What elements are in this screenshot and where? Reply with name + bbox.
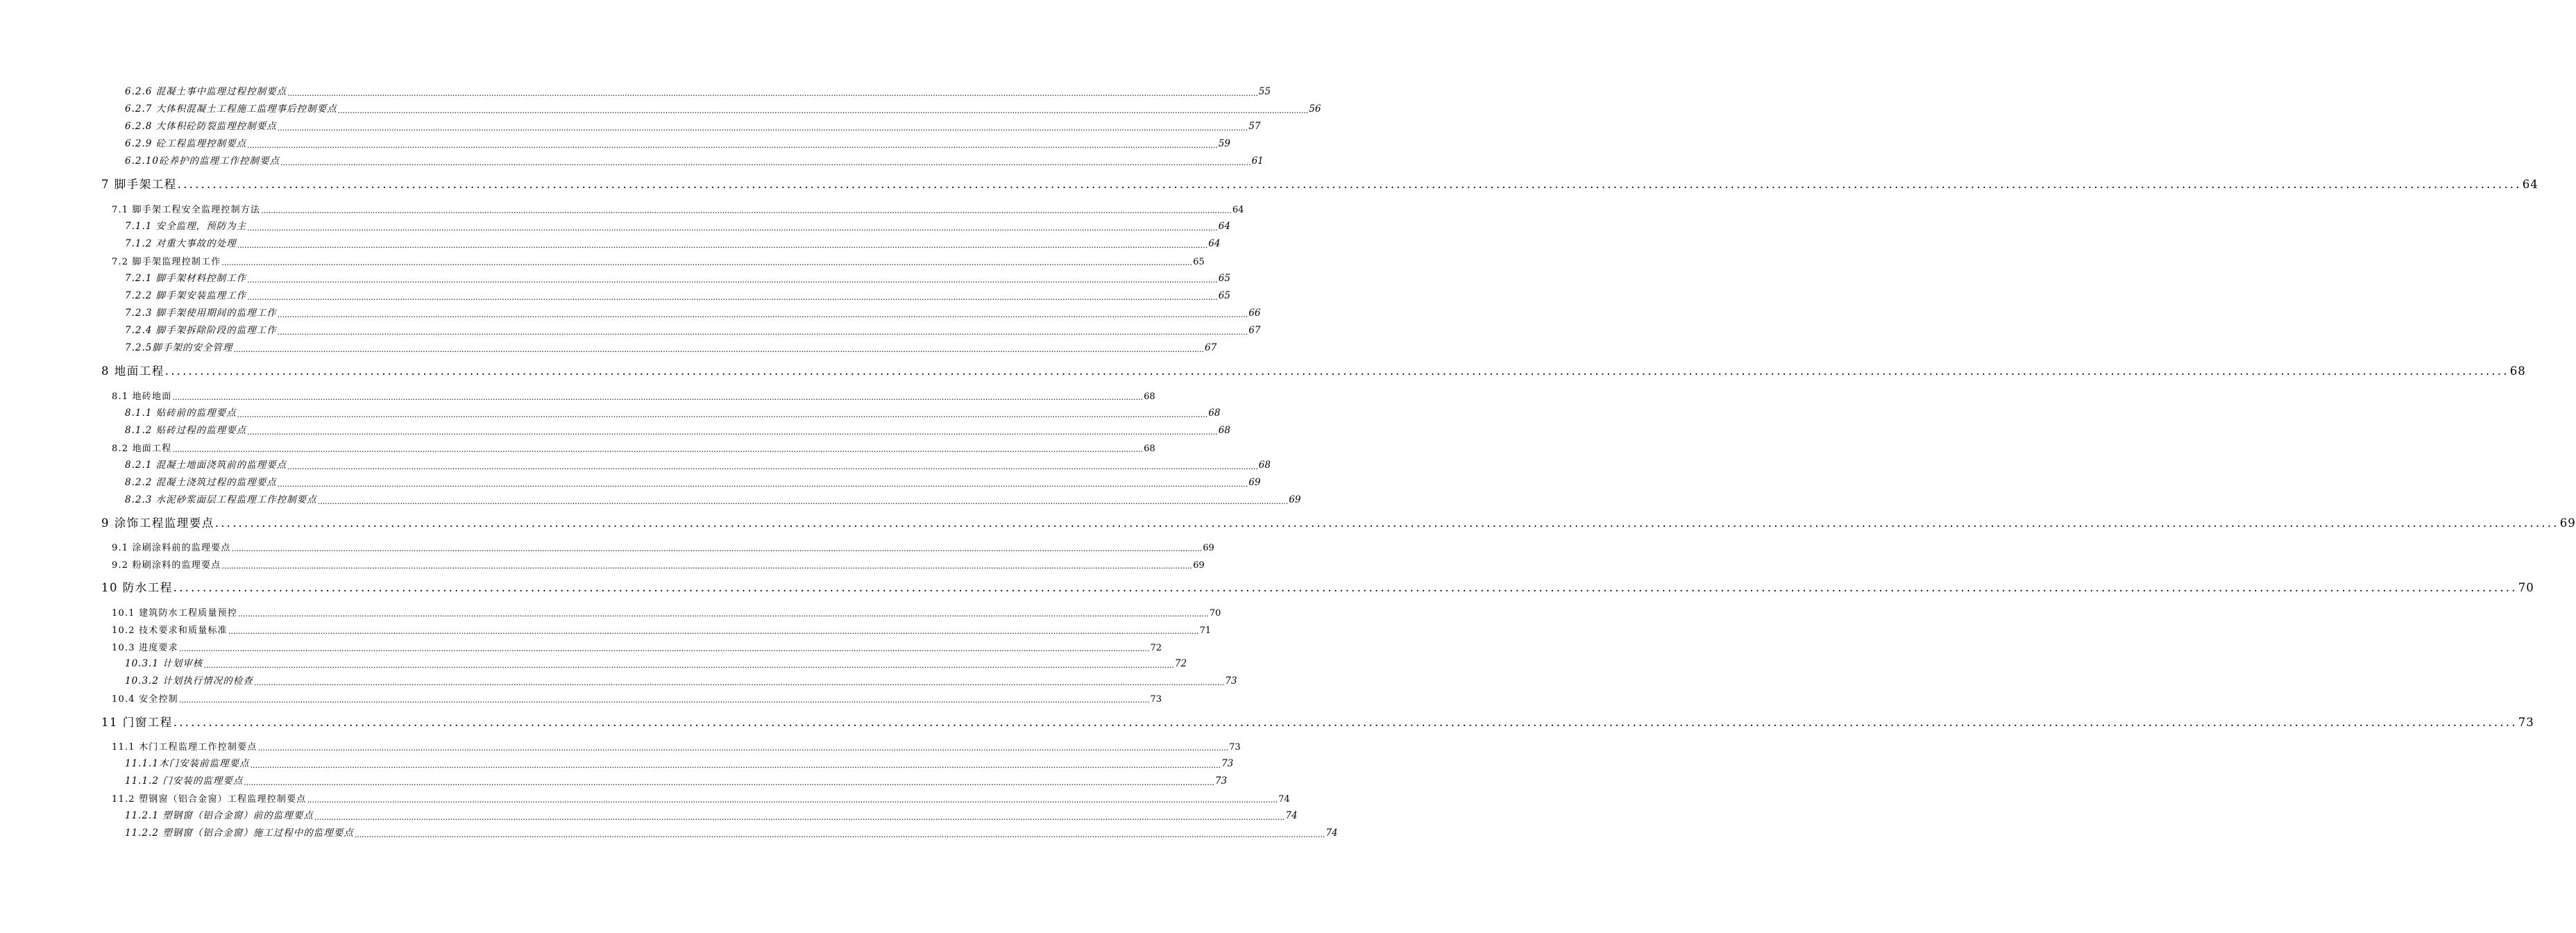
toc-entry-page-number: 73 [1221, 758, 1234, 769]
toc-dot-leader: ................................................................................................................................................................................................................................................................................................................................................................................................................ [173, 581, 2518, 594]
toc-entry-page-number: 74 [1278, 794, 1290, 805]
toc-entry-title: 11.1 木门工程监理工作控制要点 [112, 742, 257, 753]
toc-entry-page-number: 69 [1193, 560, 1205, 571]
toc-entry-title: 9 涂饰工程监理要点 [101, 516, 214, 530]
toc-entry-level-3[interactable] [125, 308, 1261, 319]
toc-entry-level-1[interactable] [101, 716, 2534, 729]
toc-entry-page-number: 68 [1144, 444, 1155, 454]
toc-dot-leader: ................................................................................................................................................................................................................................................................................................................................................................................................................ [247, 275, 1218, 285]
toc-entry-page-number: 61 [1251, 156, 1264, 167]
toc-dot-leader: ................................................................................................................................................................................................................................................................................................................................................................................................................ [172, 393, 1144, 402]
toc-entry-level-3[interactable] [125, 477, 1261, 489]
toc-entry-level-2[interactable] [112, 257, 1205, 267]
toc-entry-page-number: 73 [2518, 716, 2534, 729]
toc-dot-leader: ................................................................................................................................................................................................................................................................................................................................................................................................................ [253, 678, 1225, 687]
toc-entry-page-number: 68 [1218, 425, 1230, 436]
toc-entry-title: 9.1 涂刷涂料前的监理要点 [112, 543, 231, 553]
toc-entry-title: 6.2.7 大体积混凝土工程施工监理事后控制要点 [125, 103, 337, 115]
toc-entry-level-1[interactable] [101, 178, 2539, 191]
toc-dot-leader: ................................................................................................................................................................................................................................................................................................................................................................................................................ [221, 562, 1193, 571]
toc-entry-level-3[interactable] [125, 342, 1217, 354]
toc-entry-title: 8.2.1 混凝土地面浇筑前的监理要点 [125, 460, 287, 471]
toc-entry-page-number: 68 [2509, 364, 2526, 378]
toc-entry-title: 11.1.1木门安装前监理要点 [125, 758, 250, 769]
toc-entry-title: 8.1.2 贴砖过程的监理要点 [125, 425, 247, 436]
toc-dot-leader: ................................................................................................................................................................................................................................................................................................................................................................................................................ [277, 327, 1248, 337]
toc-entry-level-3[interactable] [125, 290, 1230, 302]
toc-dot-leader: ................................................................................................................................................................................................................................................................................................................................................................................................................ [173, 716, 2518, 729]
toc-dot-leader: ................................................................................................................................................................................................................................................................................................................................................................................................................ [178, 696, 1150, 705]
toc-entry-title: 10.3.2 计划执行情况的检查 [125, 675, 253, 687]
toc-entry-title: 7.2.4 脚手架拆除阶段的监理工作 [125, 325, 277, 336]
toc-entry-page-number: 73 [1214, 775, 1228, 787]
toc-entry-page-number: 73 [1225, 675, 1237, 687]
toc-entry-title: 10 防水工程 [101, 581, 173, 594]
toc-dot-leader: ................................................................................................................................................................................................................................................................................................................................................................................................................ [250, 760, 1221, 770]
toc-dot-leader: ................................................................................................................................................................................................................................................................................................................................................................................................................ [228, 627, 1199, 636]
toc-entry-level-1[interactable] [101, 581, 2534, 594]
toc-entry-level-2[interactable] [112, 543, 1214, 553]
toc-entry-level-3[interactable] [125, 238, 1221, 250]
toc-dot-leader: ................................................................................................................................................................................................................................................................................................................................................................................................................ [237, 240, 1208, 250]
toc-dot-leader: ................................................................................................................................................................................................................................................................................................................................................................................................................ [257, 743, 1229, 753]
toc-entry-page-number: 68 [1144, 392, 1155, 402]
toc-dot-leader: ................................................................................................................................................................................................................................................................................................................................................................................................................ [233, 344, 1204, 354]
toc-entry-title: 11.2.1 塑钢窗（铝合金窗）前的监理要点 [125, 810, 314, 821]
toc-dot-leader: ................................................................................................................................................................................................................................................................................................................................................................................................................ [178, 644, 1150, 653]
toc-dot-leader: ................................................................................................................................................................................................................................................................................................................................................................................................................ [287, 462, 1258, 471]
toc-entry-level-3[interactable] [125, 758, 1234, 770]
toc-dot-leader: ................................................................................................................................................................................................................................................................................................................................................................................................................ [247, 140, 1218, 150]
toc-dot-leader: ................................................................................................................................................................................................................................................................................................................................................................................................................ [307, 796, 1278, 805]
toc-entry-page-number: 69 [1248, 477, 1261, 488]
toc-entry-level-2[interactable] [112, 694, 1162, 705]
toc-entry-title: 10.4 安全控制 [112, 694, 178, 705]
toc-entry-title: 6.2.9 砼工程监理控制要点 [125, 138, 247, 149]
toc-entry-title: 7.2.3 脚手架使用期间的监理工作 [125, 308, 277, 319]
toc-entry-title: 7.2.1 脚手架材料控制工作 [125, 273, 247, 284]
toc-dot-leader: ................................................................................................................................................................................................................................................................................................................................................................................................................ [221, 258, 1193, 267]
toc-entry-level-3[interactable] [125, 658, 1187, 670]
toc-entry-title: 10.2 技术要求和质量标准 [112, 625, 228, 636]
toc-entry-title: 7 脚手架工程 [101, 178, 177, 191]
toc-entry-level-3[interactable] [125, 273, 1230, 285]
toc-entry-page-number: 65 [1218, 273, 1230, 284]
toc-dot-leader: ................................................................................................................................................................................................................................................................................................................................................................................................................ [237, 410, 1208, 419]
toc-entry-page-number: 72 [1150, 643, 1162, 653]
toc-entry-page-number: 69 [1289, 494, 1301, 505]
toc-entry-title: 11.2 塑钢窗（铝合金窗）工程监理控制要点 [112, 794, 307, 805]
toc-entry-level-3[interactable] [125, 103, 1321, 115]
toc-dot-leader: ................................................................................................................................................................................................................................................................................................................................................................................................................ [317, 496, 1289, 506]
toc-entry-title: 8.2 地面工程 [112, 444, 172, 454]
toc-entry-title: 7.2.2 脚手架安装监理工作 [125, 290, 247, 301]
toc-entry-level-3[interactable] [125, 827, 1338, 839]
toc-entry-level-3[interactable] [125, 494, 1301, 506]
toc-entry-page-number: 64 [2522, 178, 2539, 191]
toc-entry-title: 6.2.10砼养护的监理工作控制要点 [125, 156, 280, 167]
toc-dot-leader: ................................................................................................................................................................................................................................................................................................................................................................................................................ [247, 223, 1218, 233]
toc-entry-page-number: 55 [1258, 86, 1271, 97]
toc-entry-page-number: 68 [1208, 407, 1221, 419]
toc-entry-page-number: 65 [1193, 257, 1205, 267]
toc-entry-level-3[interactable] [125, 221, 1230, 233]
toc-entry-title: 8.1 地砖地面 [112, 392, 172, 402]
toc-dot-leader: ................................................................................................................................................................................................................................................................................................................................................................................................................ [203, 660, 1174, 670]
toc-entry-page-number: 65 [1218, 290, 1230, 301]
toc-entry-title: 9.2 粉刷涂料的监理要点 [112, 560, 221, 571]
toc-dot-leader: ................................................................................................................................................................................................................................................................................................................................................................................................................ [277, 123, 1248, 133]
toc-dot-leader: ................................................................................................................................................................................................................................................................................................................................................................................................................ [277, 310, 1248, 319]
toc-entry-level-2[interactable] [112, 608, 1221, 619]
toc-entry-level-2[interactable] [112, 643, 1162, 653]
toc-dot-leader: ................................................................................................................................................................................................................................................................................................................................................................................................................ [172, 445, 1144, 454]
toc-entry-title: 11.2.2 塑钢窗（铝合金窗）施工过程中的监理要点 [125, 827, 354, 839]
toc-entry-title: 8.2.2 混凝土浇筑过程的监理要点 [125, 477, 277, 488]
toc-entry-level-2[interactable] [112, 742, 1241, 753]
toc-entry-level-3[interactable] [125, 460, 1271, 471]
toc-entry-title: 11 门窗工程 [101, 716, 173, 729]
toc-entry-title: 7.2.5脚手架的安全管理 [125, 342, 233, 353]
toc-entry-page-number: 59 [1218, 138, 1230, 149]
toc-dot-leader: ................................................................................................................................................................................................................................................................................................................................................................................................................ [247, 292, 1218, 302]
toc-entry-level-3[interactable] [125, 675, 1237, 687]
toc-entry-page-number: 69 [2559, 516, 2576, 530]
toc-entry-page-number: 73 [1150, 694, 1162, 705]
toc-entry-level-3[interactable] [125, 138, 1230, 150]
toc-entry-title: 6.2.8 大体积砼防裂监理控制要点 [125, 121, 277, 132]
toc-entry-level-2[interactable] [112, 205, 1244, 215]
toc-dot-leader: ................................................................................................................................................................................................................................................................................................................................................................................................................ [280, 158, 1251, 167]
toc-entry-page-number: 72 [1174, 658, 1187, 669]
toc-entry-title: 11.1.2 门安装的监理要点 [125, 775, 244, 787]
toc-entry-title: 7.1 脚手架工程安全监理控制方法 [112, 205, 261, 215]
toc-entry-title: 10.1 建筑防水工程质量预控 [112, 608, 238, 619]
toc-entry-page-number: 56 [1309, 103, 1321, 115]
toc-dot-leader: ................................................................................................................................................................................................................................................................................................................................................................................................................ [244, 778, 1214, 787]
toc-entry-page-number: 73 [1229, 742, 1241, 753]
toc-entry-title: 10.3 进度要求 [112, 643, 178, 653]
toc-entry-title: 7.2 脚手架监理控制工作 [112, 257, 221, 267]
toc-entry-level-2[interactable] [112, 392, 1155, 402]
toc-entry-level-3[interactable] [125, 325, 1261, 337]
toc-entry-page-number: 64 [1232, 205, 1244, 215]
toc-entry-title: 8.1.1 贴砖前的监理要点 [125, 407, 237, 419]
toc-entry-title: 7.1.1 安全监理，预防为主 [125, 221, 247, 232]
toc-entry-level-1[interactable] [101, 364, 2526, 378]
toc-entry-page-number: 68 [1258, 460, 1271, 471]
toc-entry-page-number: 74 [1325, 827, 1338, 839]
toc-entry-title: 8 地面工程 [101, 364, 164, 378]
toc-dot-leader: ................................................................................................................................................................................................................................................................................................................................................................................................................ [337, 106, 1309, 115]
toc-entry-page-number: 71 [1199, 625, 1212, 636]
toc-entry-level-3[interactable] [125, 86, 1271, 98]
toc-dot-leader: ................................................................................................................................................................................................................................................................................................................................................................................................................ [287, 88, 1258, 98]
toc-entry-page-number: 66 [1248, 308, 1261, 319]
toc-entry-level-2[interactable] [112, 794, 1290, 805]
toc-entry-page-number: 57 [1248, 121, 1261, 132]
toc-entry-page-number: 69 [1203, 543, 1214, 553]
toc-dot-leader: ................................................................................................................................................................................................................................................................................................................................................................................................................ [277, 479, 1248, 489]
toc-entry-level-3[interactable] [125, 121, 1261, 133]
toc-entry-level-3[interactable] [125, 407, 1221, 419]
toc-dot-leader: ................................................................................................................................................................................................................................................................................................................................................................................................................ [247, 427, 1218, 437]
toc-entry-level-3[interactable] [125, 156, 1264, 167]
toc-entry-level-2[interactable] [112, 560, 1205, 571]
toc-entry-level-3[interactable] [125, 810, 1298, 822]
toc-entry-title: 6.2.6 混凝土事中监理过程控制要点 [125, 86, 287, 97]
toc-dot-leader: ................................................................................................................................................................................................................................................................................................................................................................................................................ [314, 812, 1285, 822]
toc-dot-leader: ................................................................................................................................................................................................................................................................................................................................................................................................................ [238, 610, 1209, 619]
toc-entry-level-1[interactable] [101, 516, 2576, 530]
toc-entry-level-3[interactable] [125, 775, 1228, 787]
toc-dot-leader: ................................................................................................................................................................................................................................................................................................................................................................................................................ [214, 516, 2559, 530]
toc-entry-level-3[interactable] [125, 425, 1230, 437]
toc-dot-leader: ................................................................................................................................................................................................................................................................................................................................................................................................................ [177, 178, 2522, 191]
toc-entry-page-number: 64 [1208, 238, 1221, 249]
toc-entry-page-number: 67 [1248, 325, 1261, 336]
toc-dot-leader: ................................................................................................................................................................................................................................................................................................................................................................................................................ [164, 364, 2509, 378]
toc-entry-title: 10.3.1 计划审核 [125, 658, 203, 669]
toc-dot-leader: ................................................................................................................................................................................................................................................................................................................................................................................................................ [354, 830, 1325, 839]
toc-dot-leader: ................................................................................................................................................................................................................................................................................................................................................................................................................ [231, 544, 1203, 553]
toc-entry-page-number: 70 [2518, 581, 2534, 594]
toc-entry-page-number: 67 [1205, 342, 1217, 353]
toc-entry-page-number: 70 [1209, 608, 1221, 619]
toc-dot-leader: ................................................................................................................................................................................................................................................................................................................................................................................................................ [261, 206, 1232, 215]
toc-entry-level-2[interactable] [112, 625, 1212, 636]
toc-entry-page-number: 64 [1218, 221, 1230, 232]
toc-entry-level-2[interactable] [112, 444, 1155, 454]
toc-entry-title: 7.1.2 对重大事故的处理 [125, 238, 237, 249]
toc-entry-title: 8.2.3 水泥砂浆面层工程监理工作控制要点 [125, 494, 317, 505]
toc-entry-page-number: 74 [1285, 810, 1298, 821]
